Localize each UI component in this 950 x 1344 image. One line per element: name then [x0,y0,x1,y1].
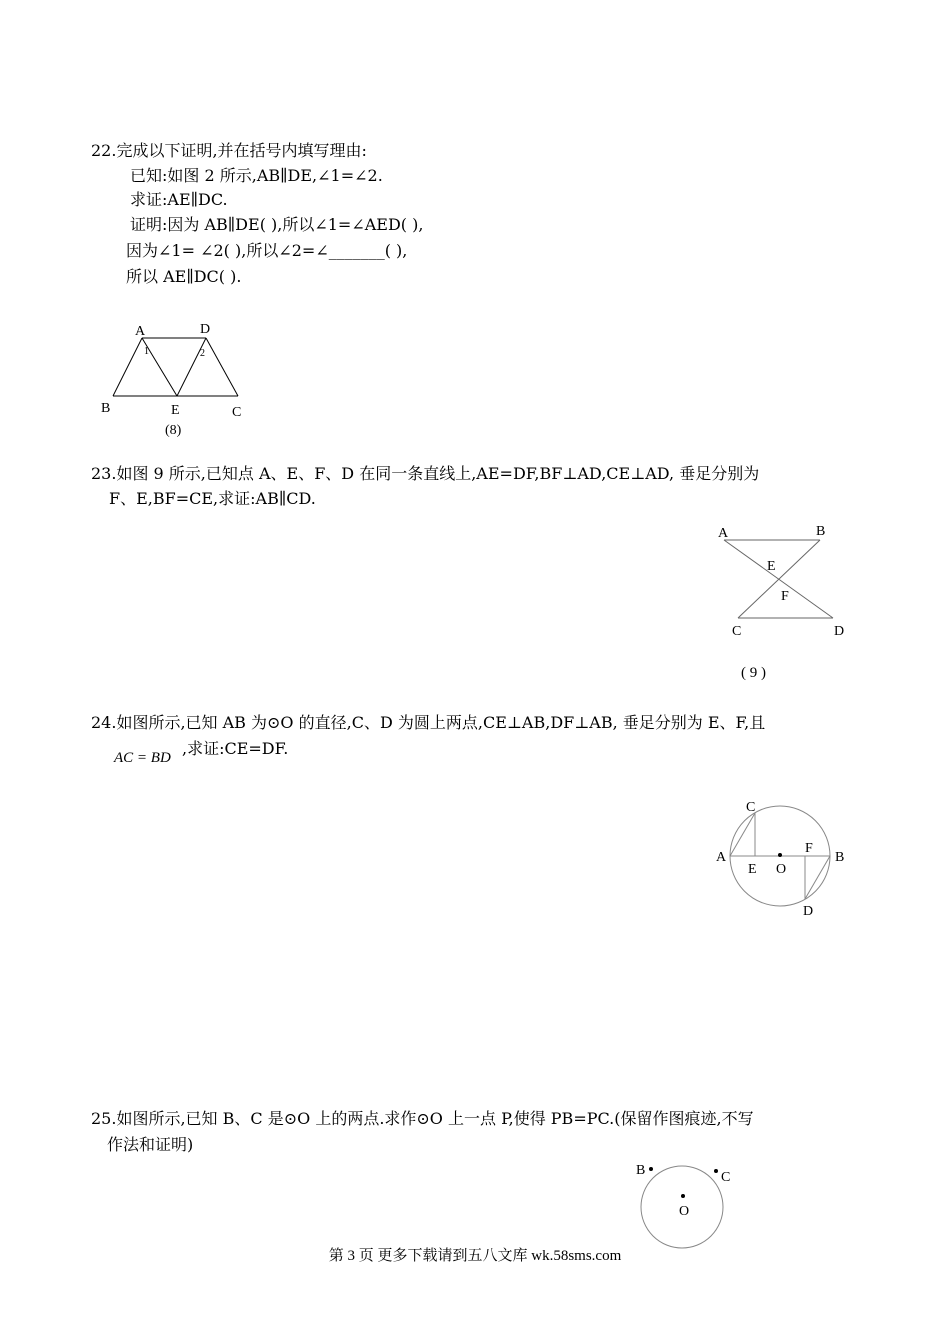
label-a: A [135,324,146,339]
label-e: E [171,403,180,418]
q22-proof-line3: 所以 AE∥DC( ). [126,267,242,286]
label-c: C [232,405,242,420]
label-b: B [101,401,111,416]
label-angle-1: 1 [144,346,149,357]
segment-dc [206,338,238,396]
arc-equation: AC = BD [114,750,171,766]
q22-prove: 求证:AE∥DC. [130,190,228,209]
label-f: F [805,841,813,856]
point-b [649,1167,653,1171]
label-c: C [746,800,756,815]
segment-ab [113,338,142,396]
label-b: B [835,850,845,865]
point-c [714,1169,718,1173]
page-footer: 第 3 页 更多下载请到五八文库 wk.58sms.com [328,1248,622,1264]
label-c: C [721,1170,731,1185]
q22-proof-line2: 因为∠1= ∠2( ),所以∠2=∠_______( ), [126,241,408,260]
label-b: B [816,524,826,539]
label-angle-2: 2 [200,348,205,359]
figure-8 [95,318,255,443]
label-e: E [748,862,757,877]
center-dot [778,853,782,857]
q24-line1: 24.如图所示,已知 AB 为⊙O 的直径,C、D 为圆上两点,CE⊥AB,DF⊥AB, 垂足分别为 E、F,且 [91,713,766,732]
segment-de [177,338,206,396]
segment-ac [730,813,755,856]
figure-caption: ( 9 ) [741,665,766,681]
q25-line1: 25.如图所示,已知 B、C 是⊙O 上的两点.求作⊙O 上一点 P,使得 PB=PC.(保留作图痕迹,不写 [91,1109,754,1128]
label-a: A [716,850,727,865]
q24-line2: ,求证:CE=DF. [182,739,289,758]
q23-line1: 23.如图 9 所示,已知点 A、E、F、D 在同一条直线上,AE=DF,BF⊥AD,CE⊥AD, 垂足分别为 [91,464,760,483]
q22-title: 22.完成以下证明,并在括号内填写理由: [91,141,367,160]
label-f: F [781,589,789,604]
segment-bd [805,856,830,899]
q23-line2: F、E,BF=CE,求证:AB∥CD. [109,489,316,508]
label-o: O [776,862,787,877]
label-d: D [834,624,845,639]
label-c: C [732,624,742,639]
figure-circle-cd [710,795,860,925]
label-o: O [679,1204,690,1219]
figure-9 [710,518,860,683]
q22-proof-line1: 证明:因为 AB∥DE( ),所以∠1=∠AED( ), [130,215,424,234]
q22-given: 已知:如图 2 所示,AB∥DE,∠1=∠2. [130,166,383,185]
label-d: D [200,322,211,337]
segment-bc [738,540,820,618]
label-b: B [636,1163,646,1178]
label-a: A [718,526,729,541]
label-d: D [803,904,814,919]
figure-circle-bc [630,1155,750,1245]
q25-line2: 作法和证明) [107,1135,194,1154]
center-dot [681,1194,685,1198]
label-e: E [767,559,776,574]
figure-caption: (8) [165,423,182,438]
